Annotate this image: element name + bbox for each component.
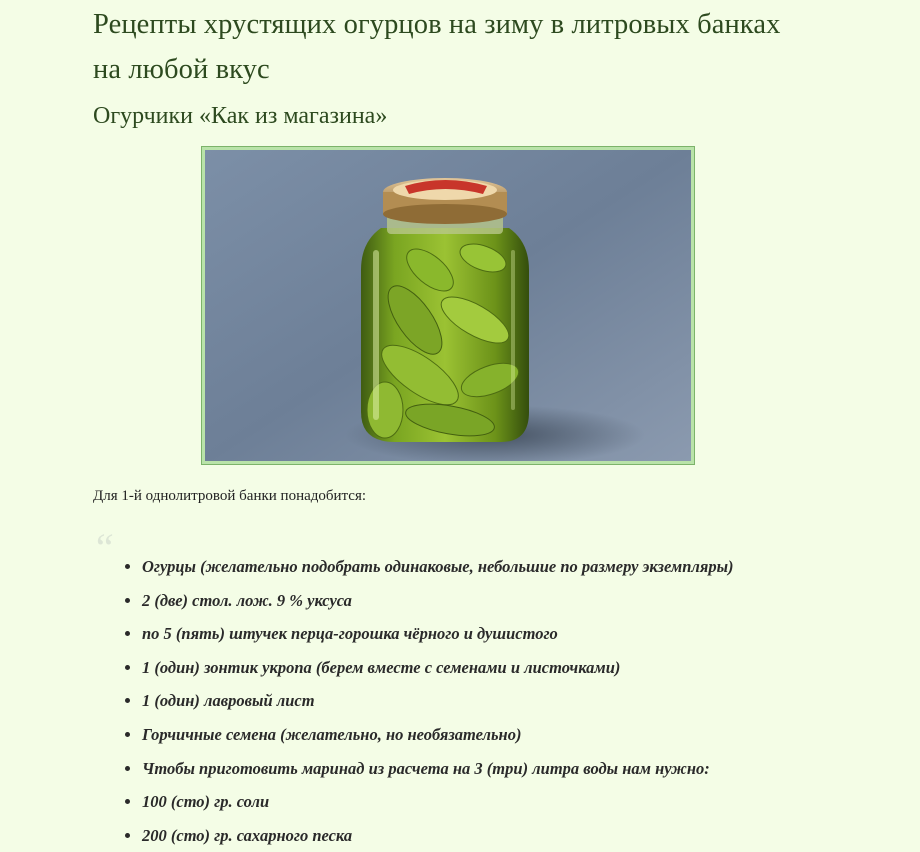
page-title: Рецепты хрустящих огурцов на зиму в литровых банках на любой вкус — [93, 9, 781, 85]
article — [93, 0, 793, 132]
list-item: • Чтобы приготовить маринад из расчета на 3 (три) литра воды нам нужно: — [142, 752, 734, 786]
list-item: • Горчичные семена (желательно, но необязательно) — [142, 718, 734, 752]
quote-icon: “ — [92, 525, 115, 570]
recipe-photo — [201, 146, 695, 465]
list-item: • 1 (один) зонтик укропа (берем вместе с семенами и листочками) — [142, 651, 734, 685]
ingredients-intro: Для 1-й однолитровой банки понадобится: — [93, 488, 367, 504]
list-item: • Огурцы (желательно подобрать одинаковые, небольшие по размеру экземпляры) — [142, 550, 734, 584]
pickle-jar-image — [205, 150, 691, 461]
list-item: • по 5 (пять) штучек перца-горошка чёрного и душистого — [142, 617, 734, 651]
ingredient-list — [120, 550, 734, 852]
list-item: • 1 (один) лавровый лист — [142, 684, 734, 718]
list-item: • 2 (две) стол. лож. 9 % уксуса — [142, 584, 734, 618]
list-item: • 100 (сто) гр. соли — [142, 785, 734, 819]
list-item: • 200 (сто) гр. сахарного песка — [142, 819, 734, 852]
section-title: Огурчики «Как из магазина» — [93, 103, 388, 129]
